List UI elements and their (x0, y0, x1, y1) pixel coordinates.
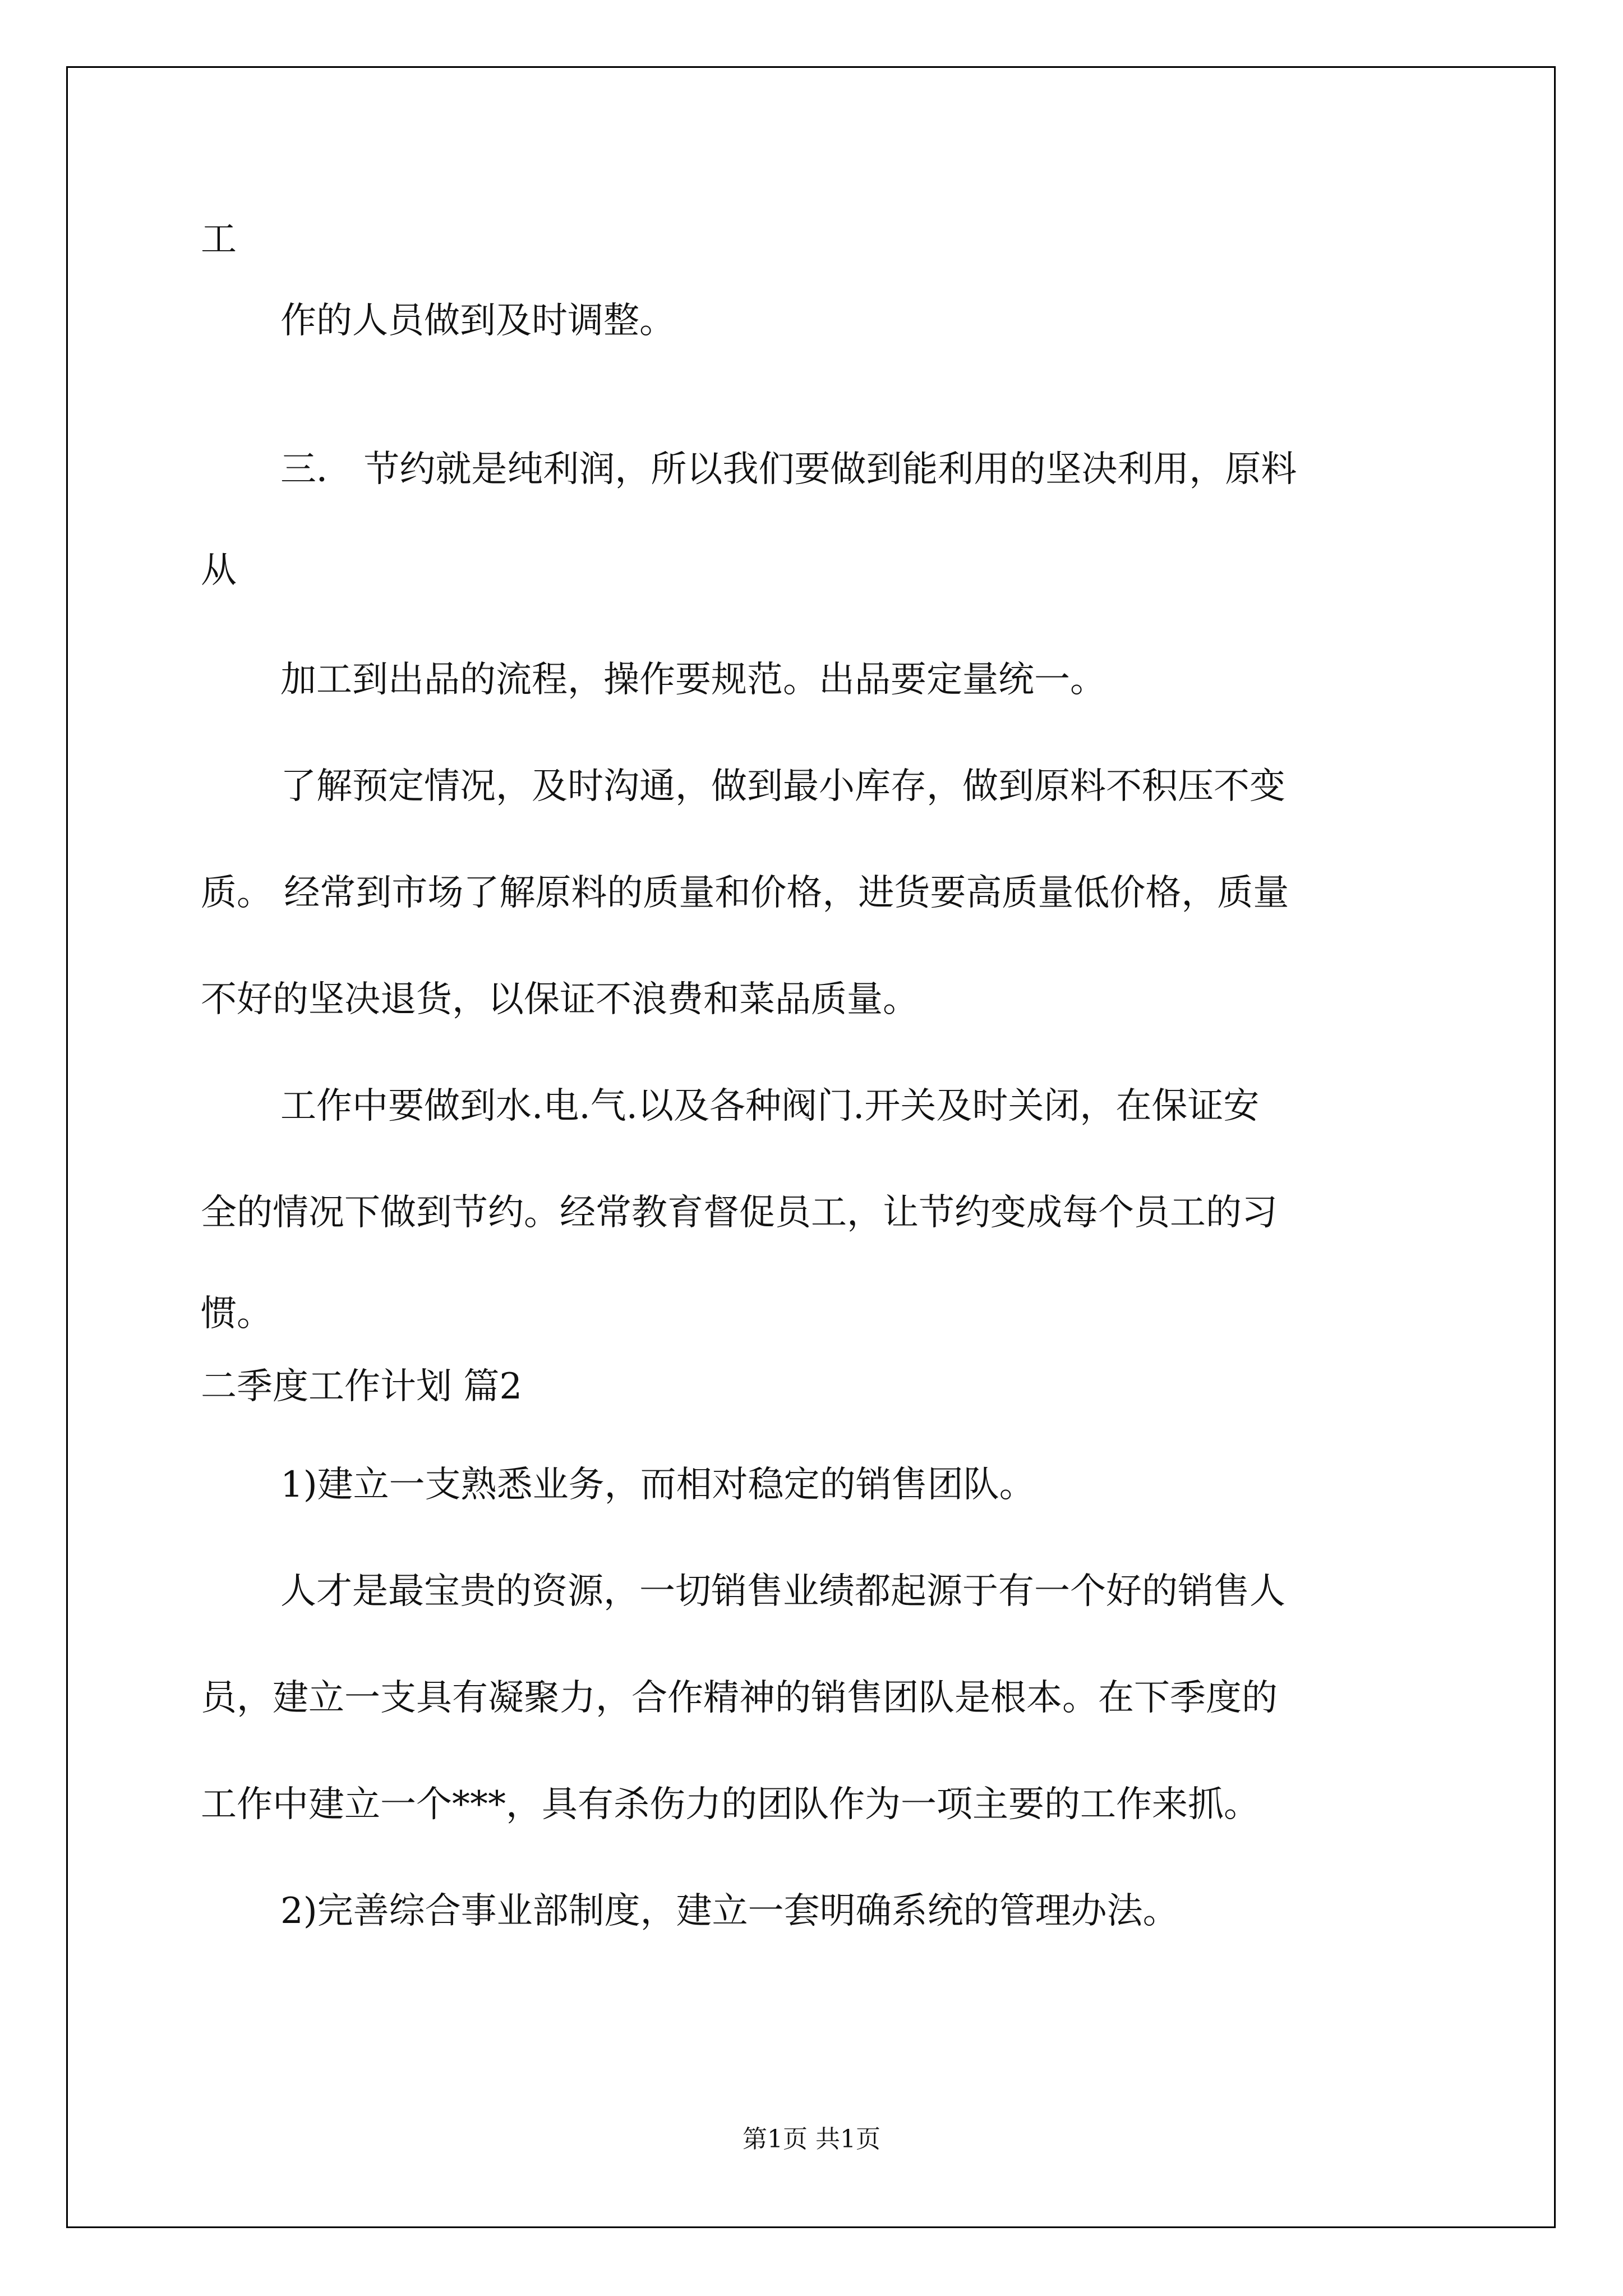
text-line-10: 全的情况下做到节约。经常教育督促员工，让节约变成每个员工的习 (201, 1192, 1278, 1234)
text-line-5: 加工到出品的流程，操作要规范。出品要定量统一。 (280, 659, 1106, 701)
text-line-15: 员，建立一支具有凝聚力，合作精神的销售团队是根本。在下季度的 (201, 1677, 1278, 1719)
text-line-13: 1)建立一支熟悉业务，而相对稳定的销售团队。 (280, 1464, 1035, 1506)
text-line-7: 质。 经常到市场了解原料的质量和价格，进货要高质量低价格，质量 (201, 872, 1289, 914)
text-line-1: 工 (201, 219, 237, 260)
text-line-17: 2)完善综合事业部制度，建立一套明确系统的管理办法。 (280, 1890, 1179, 1932)
text-line-14: 人才是最宝贵的资源，一切销售业绩都起源于有一个好的销售人 (280, 1571, 1285, 1612)
text-line-6: 了解预定情况，及时沟通，做到最小库存，做到原料不积压不变 (280, 766, 1285, 807)
section-heading: 二季度工作计划 篇2 (201, 1366, 523, 1407)
text-line-16: 工作中建立一个***，具有杀伤力的团队作为一项主要的工作来抓。 (201, 1784, 1260, 1825)
text-line-4: 从 (201, 550, 237, 591)
text-line-11: 惯。 (201, 1293, 273, 1335)
text-line-2: 作的人员做到及时调整。 (280, 300, 675, 342)
text-line-3: 三． 节约就是纯利润，所以我们要做到能利用的坚决利用，原料 (280, 449, 1297, 490)
page-footer: 第1页 共1页 (743, 2125, 880, 2154)
text-line-8: 不好的坚决退货，以保证不浪费和菜品质量。 (201, 979, 919, 1020)
text-line-9: 工作中要做到水.电.气.以及各种阀门.开关及时关闭，在保证安 (280, 1085, 1260, 1127)
